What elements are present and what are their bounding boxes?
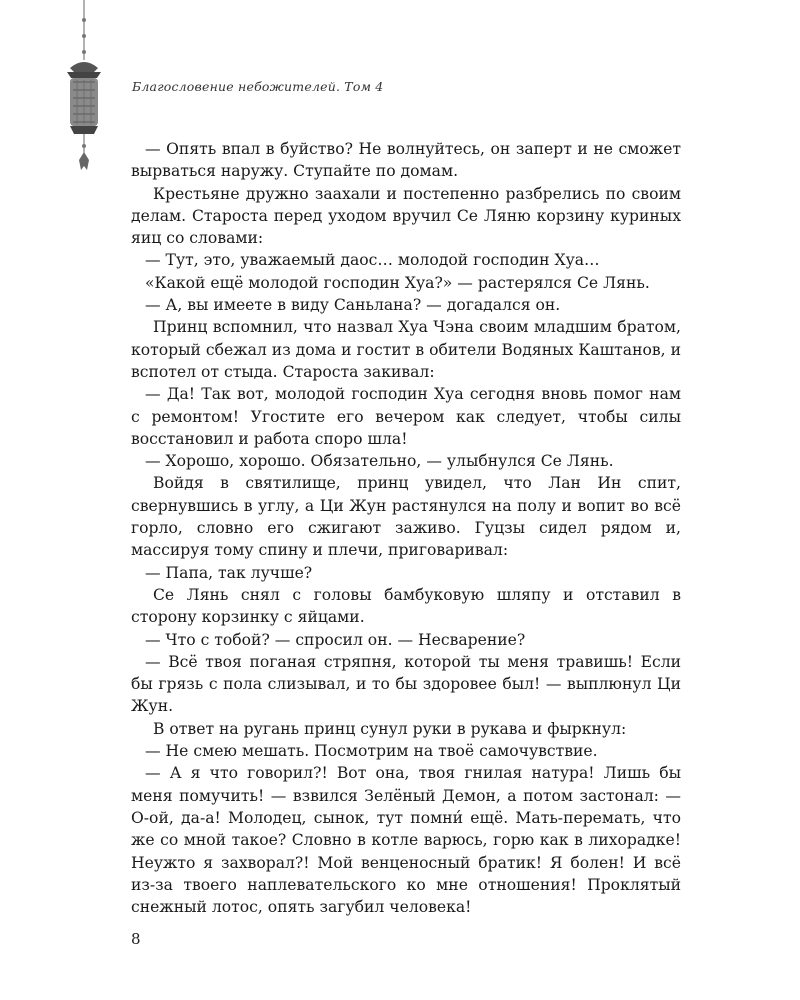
page-number: 8 <box>131 930 141 948</box>
paragraph: Войдя в святилище, принц увидел, что Лан Ин спит, свернувшись в углу, а Ци Жун растянулся на полу и вопит во всё горло, словно его сжигают заживо. Гуцзы сидел рядом и, массируя тому спину и плечи, приговаривал: <box>131 474 681 560</box>
paragraph: — Опять впал в буйство? Не волнуйтесь, он заперт и не сможет вырваться наружу. Ступайте по домам. <box>131 140 681 181</box>
lantern-ornament-icon <box>64 0 104 175</box>
paragraph: Принц вспомнил, что назвал Хуа Чэна своим младшим братом, который сбежал из дома и гостит в обители Водяных Каштанов, и вспотел от стыда. Староста закивал: <box>131 318 681 381</box>
paragraph: — А я что говорил?! Вот она, твоя гнилая натура! Лишь бы меня помучить! — взвился Зелёный Демон, а потом застонал: — О-ой, да-а! Молодец, сынок, тут помни́ ещё. Мать-перемать, что же со мной такое? Словно в котле варюсь, горю как в лихорадке! Неужто я захворал?! Мой венценосный братик! Я болен! И всё из-за твоего наплевательского ко мне отношения! Проклятый снежный лотос, опять загубил человека! <box>131 764 681 917</box>
paragraph: — А, вы имеете в виду Саньлана? — догадался он. <box>145 296 561 315</box>
paragraph: — Хорошо, хорошо. Обязательно, — улыбнулся Се Лянь. <box>145 452 614 471</box>
paragraph: — Не смею мешать. Посмотрим на твоё самочувствие. <box>145 742 598 761</box>
paragraph: Крестьяне дружно заахали и постепенно разбрелись по своим делам. Староста перед уходом вручил Се Ляню корзину куриных яиц со словами: <box>131 184 681 248</box>
paragraph: «Какой ещё молодой господин Хуа?» — растерялся Се Лянь. <box>145 273 650 292</box>
paragraph: — Всё твоя поганая стряпня, которой ты меня травишь! Если бы грязь с пола слизывал, и то бы здоровее был! — выплюнул Ци Жун. <box>131 652 681 716</box>
paragraph: — Что с тобой? — спросил он. — Несварение? <box>145 630 526 649</box>
paragraph: — Тут, это, уважаемый даос… молодой господин Хуа… <box>145 251 600 270</box>
paragraph: — Да! Так вот, молодой господин Хуа сегодня вновь помог нам с ремонтом! Угостите его вечером как следует, чтобы силы восстановил и работа споро шла! <box>131 385 681 448</box>
running-head: Благословение небожителей. Том 4 <box>132 79 384 94</box>
paragraph: В ответ на ругань принц сунул руки в рукава и фыркнул: <box>153 719 627 738</box>
paragraph: Се Лянь снял с головы бамбуковую шляпу и отставил в сторону корзинку с яйцами. <box>131 585 681 627</box>
paragraph: — Папа, так лучше? <box>145 563 313 582</box>
body-text <box>131 138 681 918</box>
